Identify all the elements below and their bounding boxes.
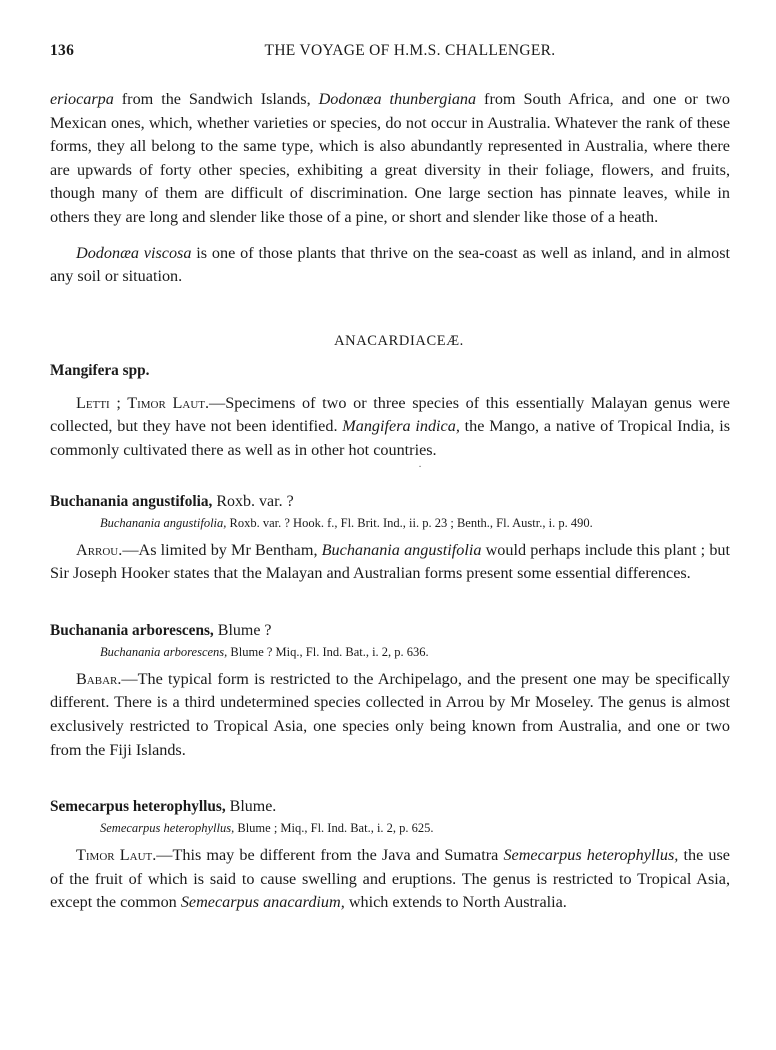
taxon-name: Mangifera spp. [50, 361, 150, 379]
locality-label: Letti ; Timor Laut. [76, 393, 210, 412]
section-heading: ANACARDIACEÆ. [334, 332, 464, 349]
italic-run: Semecarpus heterophyllus, [100, 821, 235, 836]
entry-buchanania-arborescens [50, 620, 730, 762]
text-run: Blume ; Miq., Fl. Ind. Bat., i. 2, p. 625. [234, 821, 434, 836]
book-page [50, 42, 730, 915]
text-run: from South Africa, and one or two Mexican ones, which, whether varieties or species, do not occur in Australia. Whatever the rank of these forms, they all belong to the same type, which is also abundantly represented in Australia, where there are upwards of forty other species, exhibiting a great diversity in their foliage, flowers, and fruits, though many of them are difficult of discrimination. One large section has pinnate leaves, while in others they are long and slender like those of a pine, or short and slender like those of a heath. [50, 90, 730, 226]
taxon-name: Buchanania arborescens, Blume ? [50, 621, 272, 639]
entry-body [50, 844, 730, 915]
intro-paragraph-1 [50, 88, 730, 230]
italic-run: Dodonæa viscosa [76, 243, 192, 262]
text-run: is one of those plants that thrive on the sea-coast as well as inland, and in almost any soil or situation. [50, 243, 731, 286]
text-run: —The typical form is restricted to the Archipelago, and the present one may be specifically different. There is a third undetermined species collected in Arrou by Mr Moseley. The genus is almost exclusively restricted to Tropical Asia, one species only being known from Australia, and one or two from the Fiji Islands. [50, 669, 730, 759]
text-run: —Specimens of two or three species of this essentially Malayan genus were collected, but they have not been identified. [50, 393, 730, 436]
entry-body [50, 392, 730, 463]
text-run: the Mango, a native of Tropical India, is commonly cultivated there as well as in other hot countries. [50, 417, 730, 459]
text-run: would perhaps include this plant ; but Sir Joseph Hooker states that the Malayan and Australian forms present some essential differences. [50, 540, 731, 583]
italic-run: eriocarpa [50, 90, 114, 108]
printer-mark: · [418, 461, 422, 473]
synonymy-line [50, 642, 730, 662]
italic-run: Mangifera indica, [342, 417, 460, 436]
italic-run: Buchanania angustifolia [321, 540, 482, 559]
entry-body [50, 539, 730, 586]
entry-buchanania-angustifolia [50, 491, 730, 586]
text-run: —This may be different from the Java and Sumatra [156, 846, 504, 865]
text-run: which extends to North Australia. [344, 893, 567, 912]
running-title: THE VOYAGE OF H.M.S. CHALLENGER. [264, 42, 556, 59]
page-header [50, 42, 730, 66]
entry-body [50, 668, 730, 762]
entry-mangifera [50, 360, 730, 463]
italic-run: Buchanania arborescens, [100, 644, 228, 659]
text-run: Blume ? Miq., Fl. Ind. Bat., i. 2, p. 636. [227, 644, 429, 659]
taxon-name: Semecarpus heterophyllus, Blume. [50, 798, 277, 816]
synonymy-line [50, 818, 730, 838]
entry-semecarpus [50, 796, 730, 915]
text-run: Roxb. var. ? Hook. f., Fl. Brit. Ind., ii. p. 23 ; Benth., Fl. Austr., i. p. 490. [226, 515, 593, 530]
italic-run: Dodonæa thunbergiana [318, 90, 477, 108]
taxon-name: Buchanania angustifolia, Roxb. var. ? [50, 492, 294, 510]
italic-run: Semecarpus anacardium, [180, 893, 345, 912]
page-number: 136 [50, 42, 75, 59]
text-run: —As limited by Mr Bentham, [122, 540, 322, 559]
locality-label: Timor Laut. [76, 846, 157, 865]
locality-label: Babar. [76, 669, 122, 688]
italic-run: Buchanania angustifolia, [100, 515, 227, 530]
text-run: the use of the fruit of which is said to cause swelling and eruptions. The genus is restricted to Tropical Asia, except the common [50, 846, 730, 912]
text-run: from the Sandwich Islands, [113, 90, 319, 108]
italic-run: Semecarpus heterophyllus, [503, 846, 679, 865]
synonymy-line [50, 513, 730, 533]
intro-paragraph-2 [50, 242, 730, 289]
locality-label: Arrou. [76, 540, 123, 559]
